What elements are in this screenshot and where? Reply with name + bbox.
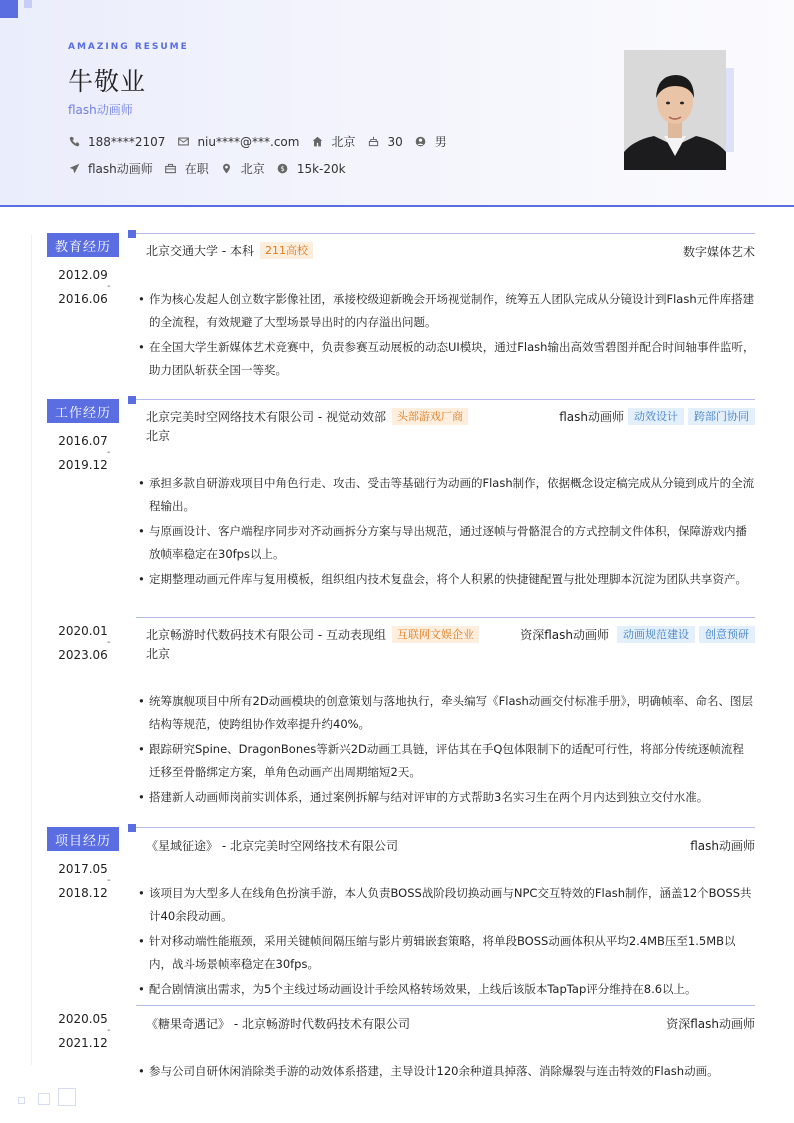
corner-decoration (0, 0, 18, 18)
section-marker (128, 230, 136, 238)
corner-decoration-small (24, 0, 32, 8)
briefcase-icon (165, 163, 177, 175)
intent-role-item (68, 160, 153, 177)
date-dash: - (107, 875, 111, 886)
candidate-role: flash动画师 (68, 103, 133, 117)
entry-divider (136, 1005, 755, 1006)
contact-row (68, 133, 459, 150)
footer-decoration (18, 1097, 25, 1104)
date-dash: - (107, 637, 111, 648)
work1-company-row (146, 408, 468, 425)
work1-bullet: • 与原画设计、客户端程序同步对齐动画拆分方案与导出规范，通过逐帧与骨骼混合的方式控制文件体积，保障游戏内播放帧率稳定在30fps以上。 (149, 520, 755, 566)
date-dash: - (107, 447, 111, 458)
edu-school: 北京交通大学 - 本科 (146, 244, 254, 258)
work2-bullet: • 跟踪研究Spine、DragonBones等新兴2D动画工具链，评估其在手Q包体限制下的适配可行性，将部分传统逐帧流程迁移至骨骼绑定方案，单角色动画产出周期缩短2天。 (149, 738, 755, 784)
work2-end-date: 2023.06 (58, 648, 108, 662)
footer-decoration (38, 1093, 50, 1105)
proj2-bullet: • 参与公司自研休闲消除类手游的动效体系搭建，主导设计120余种道具掉落、消除爆裂与连击特效的Flash动画。 (149, 1060, 755, 1083)
work2-company: 北京畅游时代数码技术有限公司 - 互动表现组 (146, 628, 386, 642)
work2-tag: 动画规范建设 (617, 626, 695, 643)
section-marker (128, 824, 136, 832)
work2-company-row (146, 626, 479, 643)
proj1-bullet: • 针对移动端性能瓶颈，采用关键帧间隔压缩与影片剪辑嵌套策略，将单段BOSS动画体积从平均2.4MB压至1.5MB以内，战斗场景帧率稳定在30fps。 (149, 930, 755, 976)
hometown-text: 北京 (331, 135, 356, 149)
work2-start-date: 2020.01 (58, 624, 108, 638)
status-item (165, 160, 209, 177)
email-item (177, 135, 299, 149)
work1-end-date: 2019.12 (58, 458, 108, 472)
email-text: niu****@***.com (197, 134, 300, 149)
date-dash: - (107, 1025, 111, 1036)
proj2-end-date: 2021.12 (58, 1036, 108, 1050)
home-icon (311, 136, 323, 148)
send-icon (68, 163, 80, 175)
edu-school-row (146, 242, 313, 259)
mail-icon (177, 136, 189, 148)
work1-start-date: 2016.07 (58, 434, 108, 448)
work1-tag: 动效设计 (628, 408, 684, 425)
edu-bullet: • 在全国大学生新媒体艺术竞赛中，负责参赛互动展板的动态UI模块，通过Flash输出高效雪碧图并配合时间轴事件监听，助力团队斩获全国一等奖。 (149, 336, 755, 382)
proj1-end-date: 2018.12 (58, 886, 108, 900)
salary-text: 15k-20k (296, 161, 346, 176)
work2-position-row (520, 626, 755, 643)
salary-item (277, 162, 346, 176)
status-text: 在职 (184, 162, 209, 176)
location-icon (221, 163, 233, 175)
work2-tag: 创意预研 (699, 626, 755, 643)
phone-icon (68, 136, 80, 148)
work2-bullet: • 统筹旗舰项目中所有2D动画模块的创意策划与落地执行，牵头编写《Flash动画交付标准手册》，明确帧率、命名、图层结构等规范，使跨组协作效率提升约40%。 (149, 690, 755, 736)
proj1-title: 《星域征途》 - 北京完美时空网络技术有限公司 (146, 839, 398, 853)
work2-badge: 互联网文娱企业 (392, 626, 479, 643)
section-marker (128, 396, 136, 404)
intent-row (68, 160, 358, 177)
work1-location: 北京 (146, 429, 171, 443)
proj2-title: 《糖果奇遇记》 - 北京畅游时代数码技术有限公司 (146, 1017, 410, 1031)
section-education-label: 教育经历 (47, 233, 119, 257)
entry-divider (136, 617, 755, 618)
edu-start-date: 2012.09 (58, 268, 108, 282)
proj1-bullet: • 该项目为大型多人在线角色扮演手游，本人负责BOSS战阶段切换动画与NPC交互特效的Flash制作，涵盖12个BOSS共计40余段动画。 (149, 882, 755, 928)
salary-icon (277, 163, 289, 175)
edu-major: 数字媒体艺术 (682, 245, 755, 259)
section-divider (136, 827, 755, 828)
proj1-start-date: 2017.05 (58, 862, 108, 876)
age-item (367, 135, 402, 149)
work1-bullet: • 定期整理动画元件库与复用模板，组织组内技术复盘会，将个人积累的快捷键配置与批处理脚本沉淀为团队共享资产。 (149, 568, 755, 591)
gender-icon (415, 136, 427, 148)
edu-badge: 211高校 (260, 242, 313, 259)
city-text: 北京 (240, 162, 265, 176)
proj1-role: flash动画师 (690, 839, 755, 853)
phone-item (68, 135, 165, 149)
resume-tag: AMAZING RESUME (68, 42, 189, 52)
work2-bullet: • 搭建新人动画师岗前实训体系，通过案例拆解与结对评审的方式帮助3名实习生在两个月内达到独立交付水准。 (149, 786, 755, 809)
work1-badge: 头部游戏厂商 (392, 408, 468, 425)
edu-end-date: 2016.06 (58, 292, 108, 306)
svg-text:$: $ (280, 164, 285, 173)
candidate-name: 牛敬业 (68, 67, 147, 96)
intent-role-text: flash动画师 (88, 162, 153, 176)
date-dash: - (107, 281, 111, 292)
section-work-label: 工作经历 (47, 399, 119, 423)
hometown-item (311, 133, 355, 150)
cake-icon (367, 136, 379, 148)
work2-position: 资深flash动画师 (520, 628, 609, 642)
work1-position-row (559, 408, 755, 425)
footer-decoration (58, 1088, 76, 1106)
work1-company: 北京完美时空网络技术有限公司 - 视觉动效部 (146, 410, 386, 424)
profile-photo (624, 50, 726, 170)
work2-location: 北京 (146, 647, 171, 661)
proj2-role: 资深flash动画师 (666, 1017, 755, 1031)
work1-position: flash动画师 (559, 410, 624, 424)
city-item (221, 160, 265, 177)
timeline-line (31, 235, 32, 1065)
proj1-bullet: • 配合剧情演出需求，为5个主线过场动画设计手绘风格转场效果，上线后该版本TapTap评分维持在8.6以上。 (149, 978, 755, 1001)
edu-bullet: • 作为核心发起人创立数字影像社团，承接校级迎新晚会开场视觉制作，统筹五人团队完成从分镜设计到Flash元件库搭建的全流程，有效规避了大型场景导出时的内存溢出问题。 (149, 288, 755, 334)
work1-tag: 跨部门协同 (688, 408, 755, 425)
header-divider (0, 205, 794, 207)
section-divider (136, 399, 755, 400)
section-divider (136, 233, 755, 234)
section-projects-label: 项目经历 (47, 827, 119, 851)
gender-text: 男 (434, 135, 447, 149)
age-text: 30 (387, 134, 403, 149)
proj2-start-date: 2020.05 (58, 1012, 108, 1026)
gender-item (415, 133, 447, 150)
phone-text: 188****2107 (88, 134, 166, 149)
work1-bullet: • 承担多款自研游戏项目中角色行走、攻击、受击等基础行为动画的Flash制作，依据概念设定稿完成从分镜到成片的全流程输出。 (149, 472, 755, 518)
